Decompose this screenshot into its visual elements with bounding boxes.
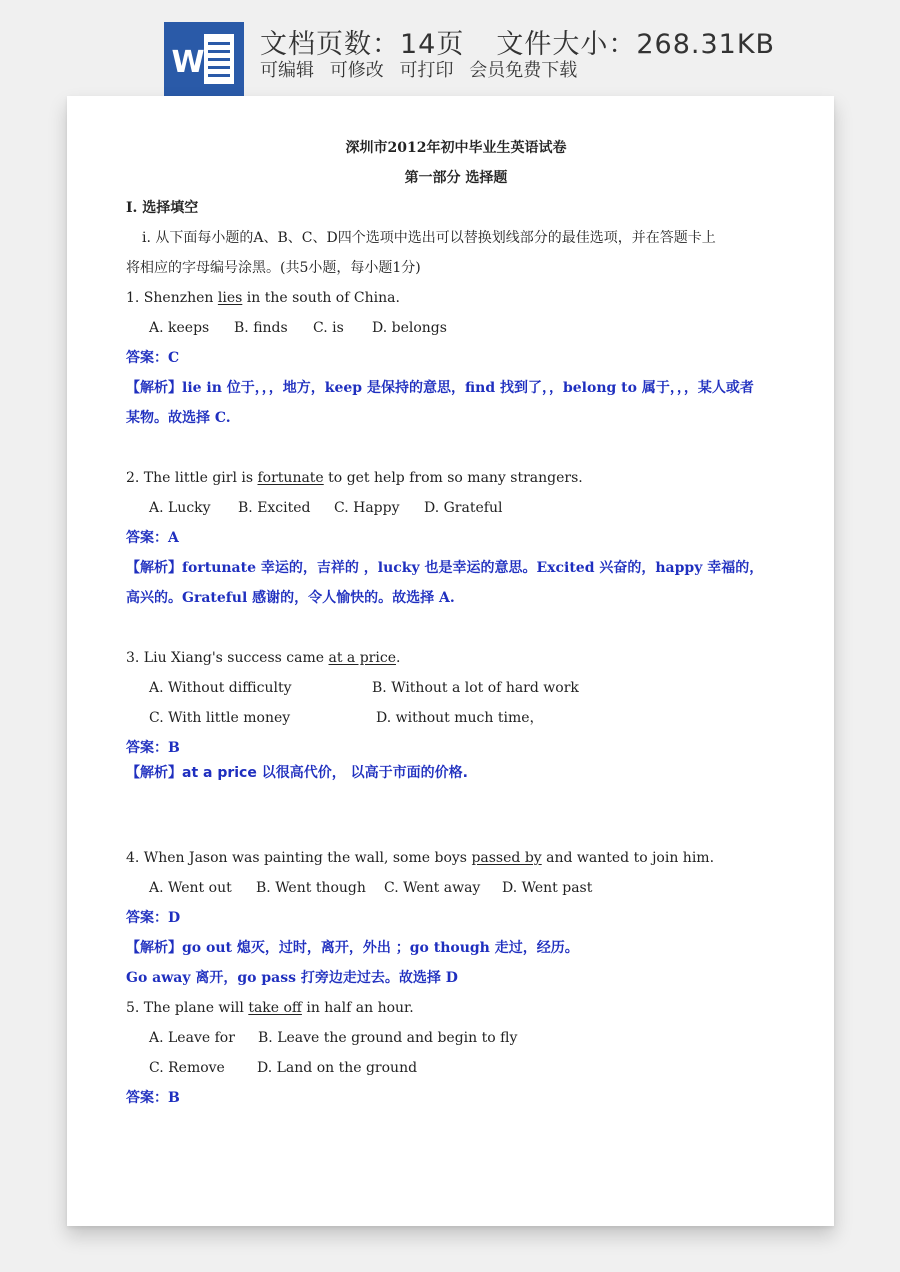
q1-option-a: A. keeps	[149, 320, 210, 336]
q3-explanation-1: 【解析】at a price 以很高代价， 以高于市面的价格.	[126, 765, 468, 781]
q1-explanation-2: 某物。故选择 C.	[126, 410, 231, 426]
q2-answer: 答案：A	[126, 530, 179, 546]
underlined-phrase: at a price	[328, 650, 396, 666]
question-2: 2. The little girl is fortunate to get help from so many strangers.	[126, 470, 583, 486]
q3-option-b: B. Without a lot of hard work	[372, 680, 579, 696]
q2-option-c: C. Happy	[334, 500, 400, 516]
q2-option-a: A. Lucky	[149, 500, 211, 516]
doc-title: 深圳市2012年初中毕业生英语试卷	[345, 140, 567, 156]
q4-option-b: B. Went though	[256, 880, 366, 896]
feature-editable: 可编辑	[260, 60, 314, 81]
q3-answer: 答案：B	[126, 740, 180, 756]
q2-option-d: D. Grateful	[424, 500, 503, 516]
q5-option-b: B. Leave the ground and begin to fly	[258, 1030, 518, 1046]
q1-option-c: C. is	[313, 320, 344, 336]
underlined-phrase: passed by	[471, 850, 542, 866]
document-page	[67, 96, 834, 1226]
file-size: 文件大小：268.31KB	[496, 29, 776, 60]
q3-option-c: C. With little money	[149, 710, 291, 726]
header-features	[260, 56, 587, 82]
feature-modifiable: 可修改	[329, 60, 384, 81]
icon-letter: W	[171, 45, 205, 80]
q5-option-d: D. Land on the ground	[257, 1060, 418, 1076]
instruction-line-1: i. 从下面每小题的A、B、C、D四个选项中选出可以替换划线部分的最佳选项，并在答题卡上	[142, 230, 716, 246]
q2-explanation-1: 【解析】fortunate 幸运的，吉祥的 ，lucky 也是幸运的意思。Excited 兴奋的，happy 幸福的，	[126, 560, 764, 576]
q3-option-d: D. without much time，	[376, 710, 544, 726]
underlined-phrase: fortunate	[257, 470, 324, 486]
q2-explanation-2: 高兴的。Grateful 感谢的，令人愉快的。故选择 A.	[126, 590, 455, 606]
instruction-line-2: 将相应的字母编号涂黑。(共5小题，每小题1分)	[126, 260, 421, 276]
q4-answer: 答案：D	[126, 910, 181, 926]
q5-option-c: C. Remove	[149, 1060, 225, 1076]
document-info-header	[0, 0, 900, 100]
feature-printable: 可打印	[399, 60, 454, 81]
q1-answer: 答案：C	[126, 350, 180, 366]
question-1: 1. Shenzhen lies in the south of China.	[126, 290, 400, 306]
q2-option-b: B. Excited	[238, 500, 311, 516]
q1-option-b: B. finds	[234, 320, 288, 336]
doc-part-heading: 第一部分 选择题	[404, 170, 508, 186]
q4-option-c: C. Went away	[384, 880, 481, 896]
q1-option-d: D. belongs	[372, 320, 447, 336]
feature-member-download: 会员免费下载	[469, 60, 578, 81]
q4-explanation-2: Go away 离开，go pass 打旁边走过去。故选择 D	[126, 970, 458, 986]
question-4: 4. When Jason was painting the wall, some boys passed by and wanted to join him.	[126, 850, 715, 866]
underlined-phrase: take off	[248, 1000, 302, 1016]
page-count: 文档页数：14页	[260, 29, 465, 60]
question-5: 5. The plane will take off in half an hour.	[126, 1000, 414, 1016]
q1-explanation-1: 【解析】lie in 位于，，，地方，keep 是保持的意思，find 找到了，，belong to 属于，，，某人或者	[126, 380, 754, 396]
q5-option-a: A. Leave for	[149, 1030, 235, 1046]
word-document-icon	[164, 22, 244, 96]
question-3: 3. Liu Xiang's success came at a price.	[126, 650, 401, 666]
q4-explanation-1: 【解析】go out 熄灭，过时，离开，外出 ；go though 走过，经历。	[126, 940, 579, 956]
q4-option-a: A. Went out	[149, 880, 232, 896]
underlined-phrase: lies	[217, 290, 243, 306]
q4-option-d: D. Went past	[502, 880, 593, 896]
q3-option-a: A. Without difficulty	[149, 680, 292, 696]
q5-answer: 答案：B	[126, 1090, 180, 1106]
section-heading: I. 选择填空	[126, 200, 199, 216]
